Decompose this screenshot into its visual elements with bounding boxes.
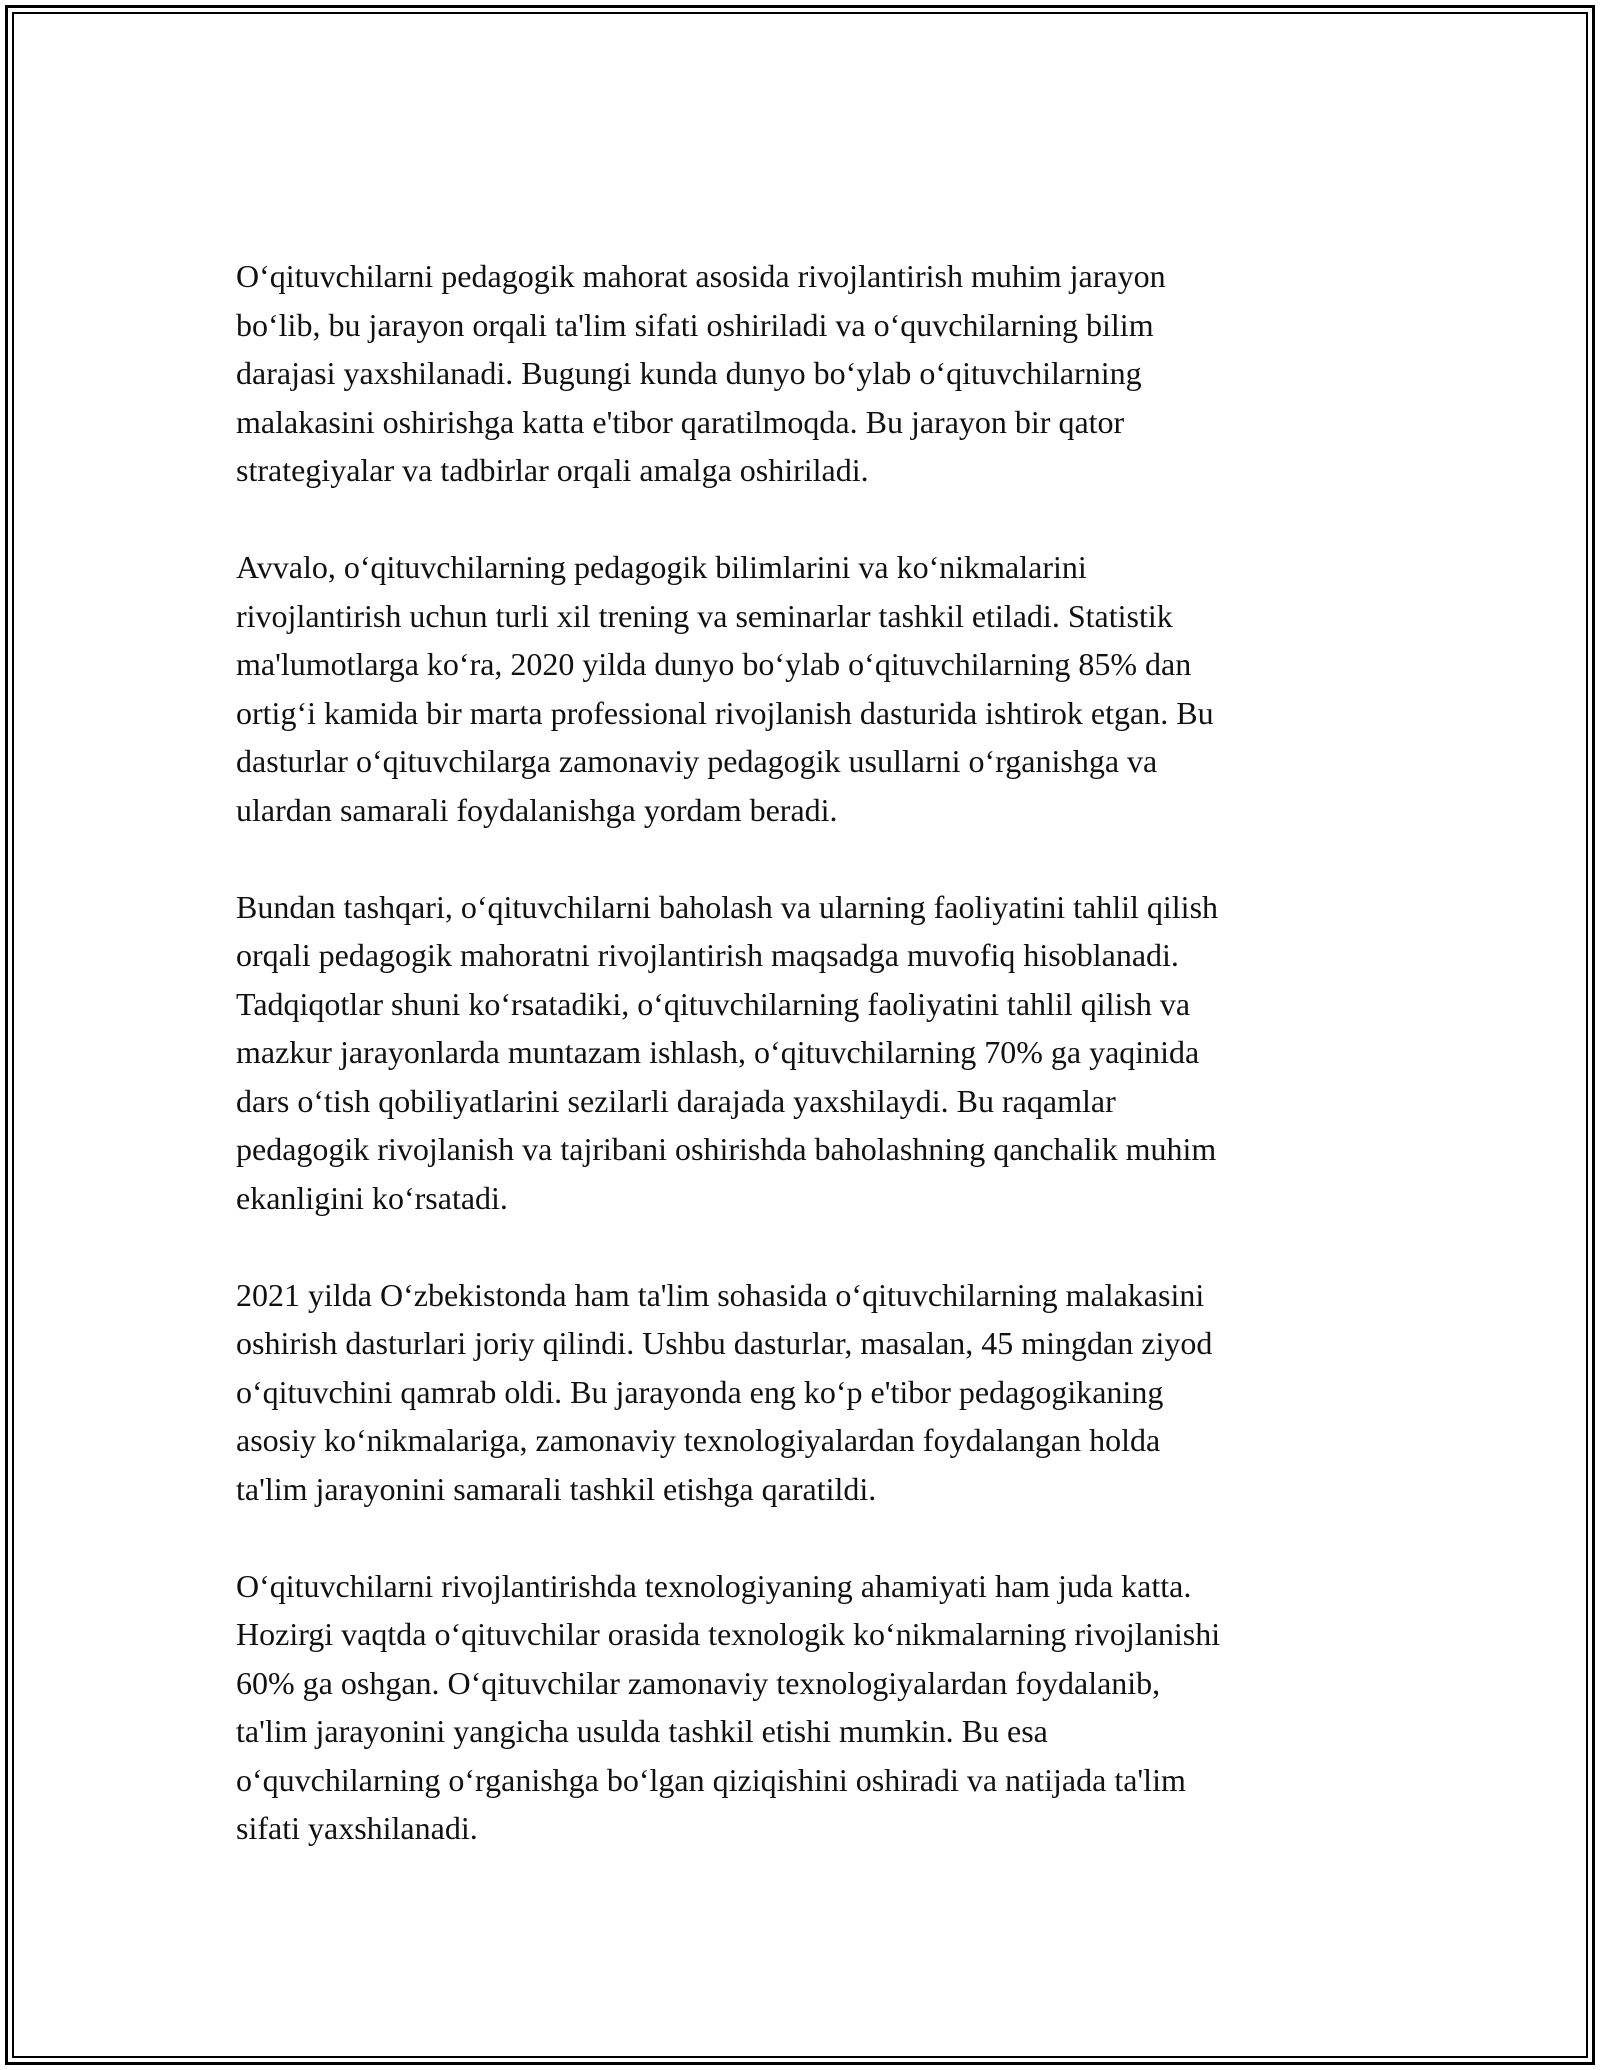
paragraph-5 xyxy=(236,1562,1386,1853)
paragraph-line: malakasini oshirishga katta e'tibor qaratilmoqda. Bu jarayon bir qator xyxy=(236,403,1125,440)
paragraph-line: 2021 yilda O‘zbekistonda ham ta'lim sohasida o‘qituvchilarning malakasini xyxy=(236,1276,1205,1313)
paragraph-line: orqali pedagogik mahoratni rivojlantirish maqsadga muvofiq hisoblanadi. xyxy=(236,937,1179,973)
paragraph-line: ta'lim jarayonini samarali tashkil etishga qaratildi. xyxy=(236,1470,877,1507)
paragraph-line: Avvalo, o‘qituvchilarning pedagogik bilimlarini va ko‘nikmalarini xyxy=(236,549,1087,585)
paragraph-line: ta'lim jarayonini yangicha usulda tashkil etishi mumkin. Bu esa xyxy=(236,1713,1048,1749)
paragraph-line: 60% ga oshgan. O‘qituvchilar zamonaviy texnologiyalardan foydalanib, xyxy=(236,1664,1161,1701)
document-body xyxy=(236,252,1386,1901)
paragraph-line: ortig‘i kamida bir marta professional rivojlanish dasturida ishtirok etgan. Bu xyxy=(236,694,1214,731)
paragraph-3 xyxy=(236,883,1386,1223)
paragraph-line: rivojlantirish uchun turli xil trening va seminarlar tashkil etiladi. Statistik xyxy=(236,597,1173,634)
paragraph-line: O‘qituvchilarni pedagogik mahorat asosida rivojlantirish muhim jarayon xyxy=(236,258,1166,294)
paragraph-4 xyxy=(236,1271,1386,1514)
paragraph-line: sifati yaxshilanadi. xyxy=(236,1810,478,1846)
paragraph-line: asosiy ko‘nikmalariga, zamonaviy texnologiyalardan foydalangan holda xyxy=(236,1422,1161,1458)
paragraph-1 xyxy=(236,252,1386,495)
paragraph-line: dars o‘tish qobiliyatlarini sezilarli darajada yaxshilaydi. Bu raqamlar xyxy=(236,1082,1116,1119)
paragraph-line: strategiyalar va tadbirlar orqali amalga oshiriladi. xyxy=(236,452,869,488)
paragraph-2 xyxy=(236,543,1386,834)
paragraph-line: O‘qituvchilarni rivojlantirishda texnologiyaning ahamiyati ham juda katta. xyxy=(236,1567,1192,1604)
paragraph-line: oshirish dasturlari joriy qilindi. Ushbu dasturlar, masalan, 45 mingdan ziyod xyxy=(236,1325,1213,1361)
paragraph-line: mazkur jarayonlarda muntazam ishlash, o‘qituvchilarning 70% ga yaqinida xyxy=(236,1034,1200,1070)
paragraph-line: ma'lumotlarga ko‘ra, 2020 yilda dunyo bo‘ylab o‘qituvchilarning 85% dan xyxy=(236,646,1192,682)
paragraph-line: Bundan tashqari, o‘qituvchilarni baholash va ularning faoliyatini tahlil qilish xyxy=(236,888,1219,925)
paragraph-line: Hozirgi vaqtda o‘qituvchilar orasida texnologik ko‘nikmalarning rivojlanishi xyxy=(236,1616,1221,1652)
paragraph-line: pedagogik rivojlanish va tajribani oshirishda baholashning qanchalik muhim xyxy=(236,1131,1217,1167)
paragraph-line: dasturlar o‘qituvchilarga zamonaviy pedagogik usullarni o‘rganishga va xyxy=(236,743,1158,779)
paragraph-line: ulardan samarali foydalanishga yordam beradi. xyxy=(236,791,838,828)
paragraph-line: darajasi yaxshilanadi. Bugungi kunda dunyo bo‘ylab o‘qituvchilarning xyxy=(236,355,1142,391)
paragraph-line: Tadqiqotlar shuni ko‘rsatadiki, o‘qituvchilarning faoliyatini tahlil qilish va xyxy=(236,985,1191,1022)
paragraph-line: bo‘lib, bu jarayon orqali ta'lim sifati oshiriladi va o‘quvchilarning bilim xyxy=(236,306,1154,343)
paragraph-line: o‘qituvchini qamrab oldi. Bu jarayonda eng ko‘p e'tibor pedagogikaning xyxy=(236,1373,1164,1410)
paragraph-line: ekanligini ko‘rsatadi. xyxy=(236,1179,508,1216)
paragraph-line: o‘quvchilarning o‘rganishga bo‘lgan qiziqishini oshiradi va natijada ta'lim xyxy=(236,1761,1186,1798)
